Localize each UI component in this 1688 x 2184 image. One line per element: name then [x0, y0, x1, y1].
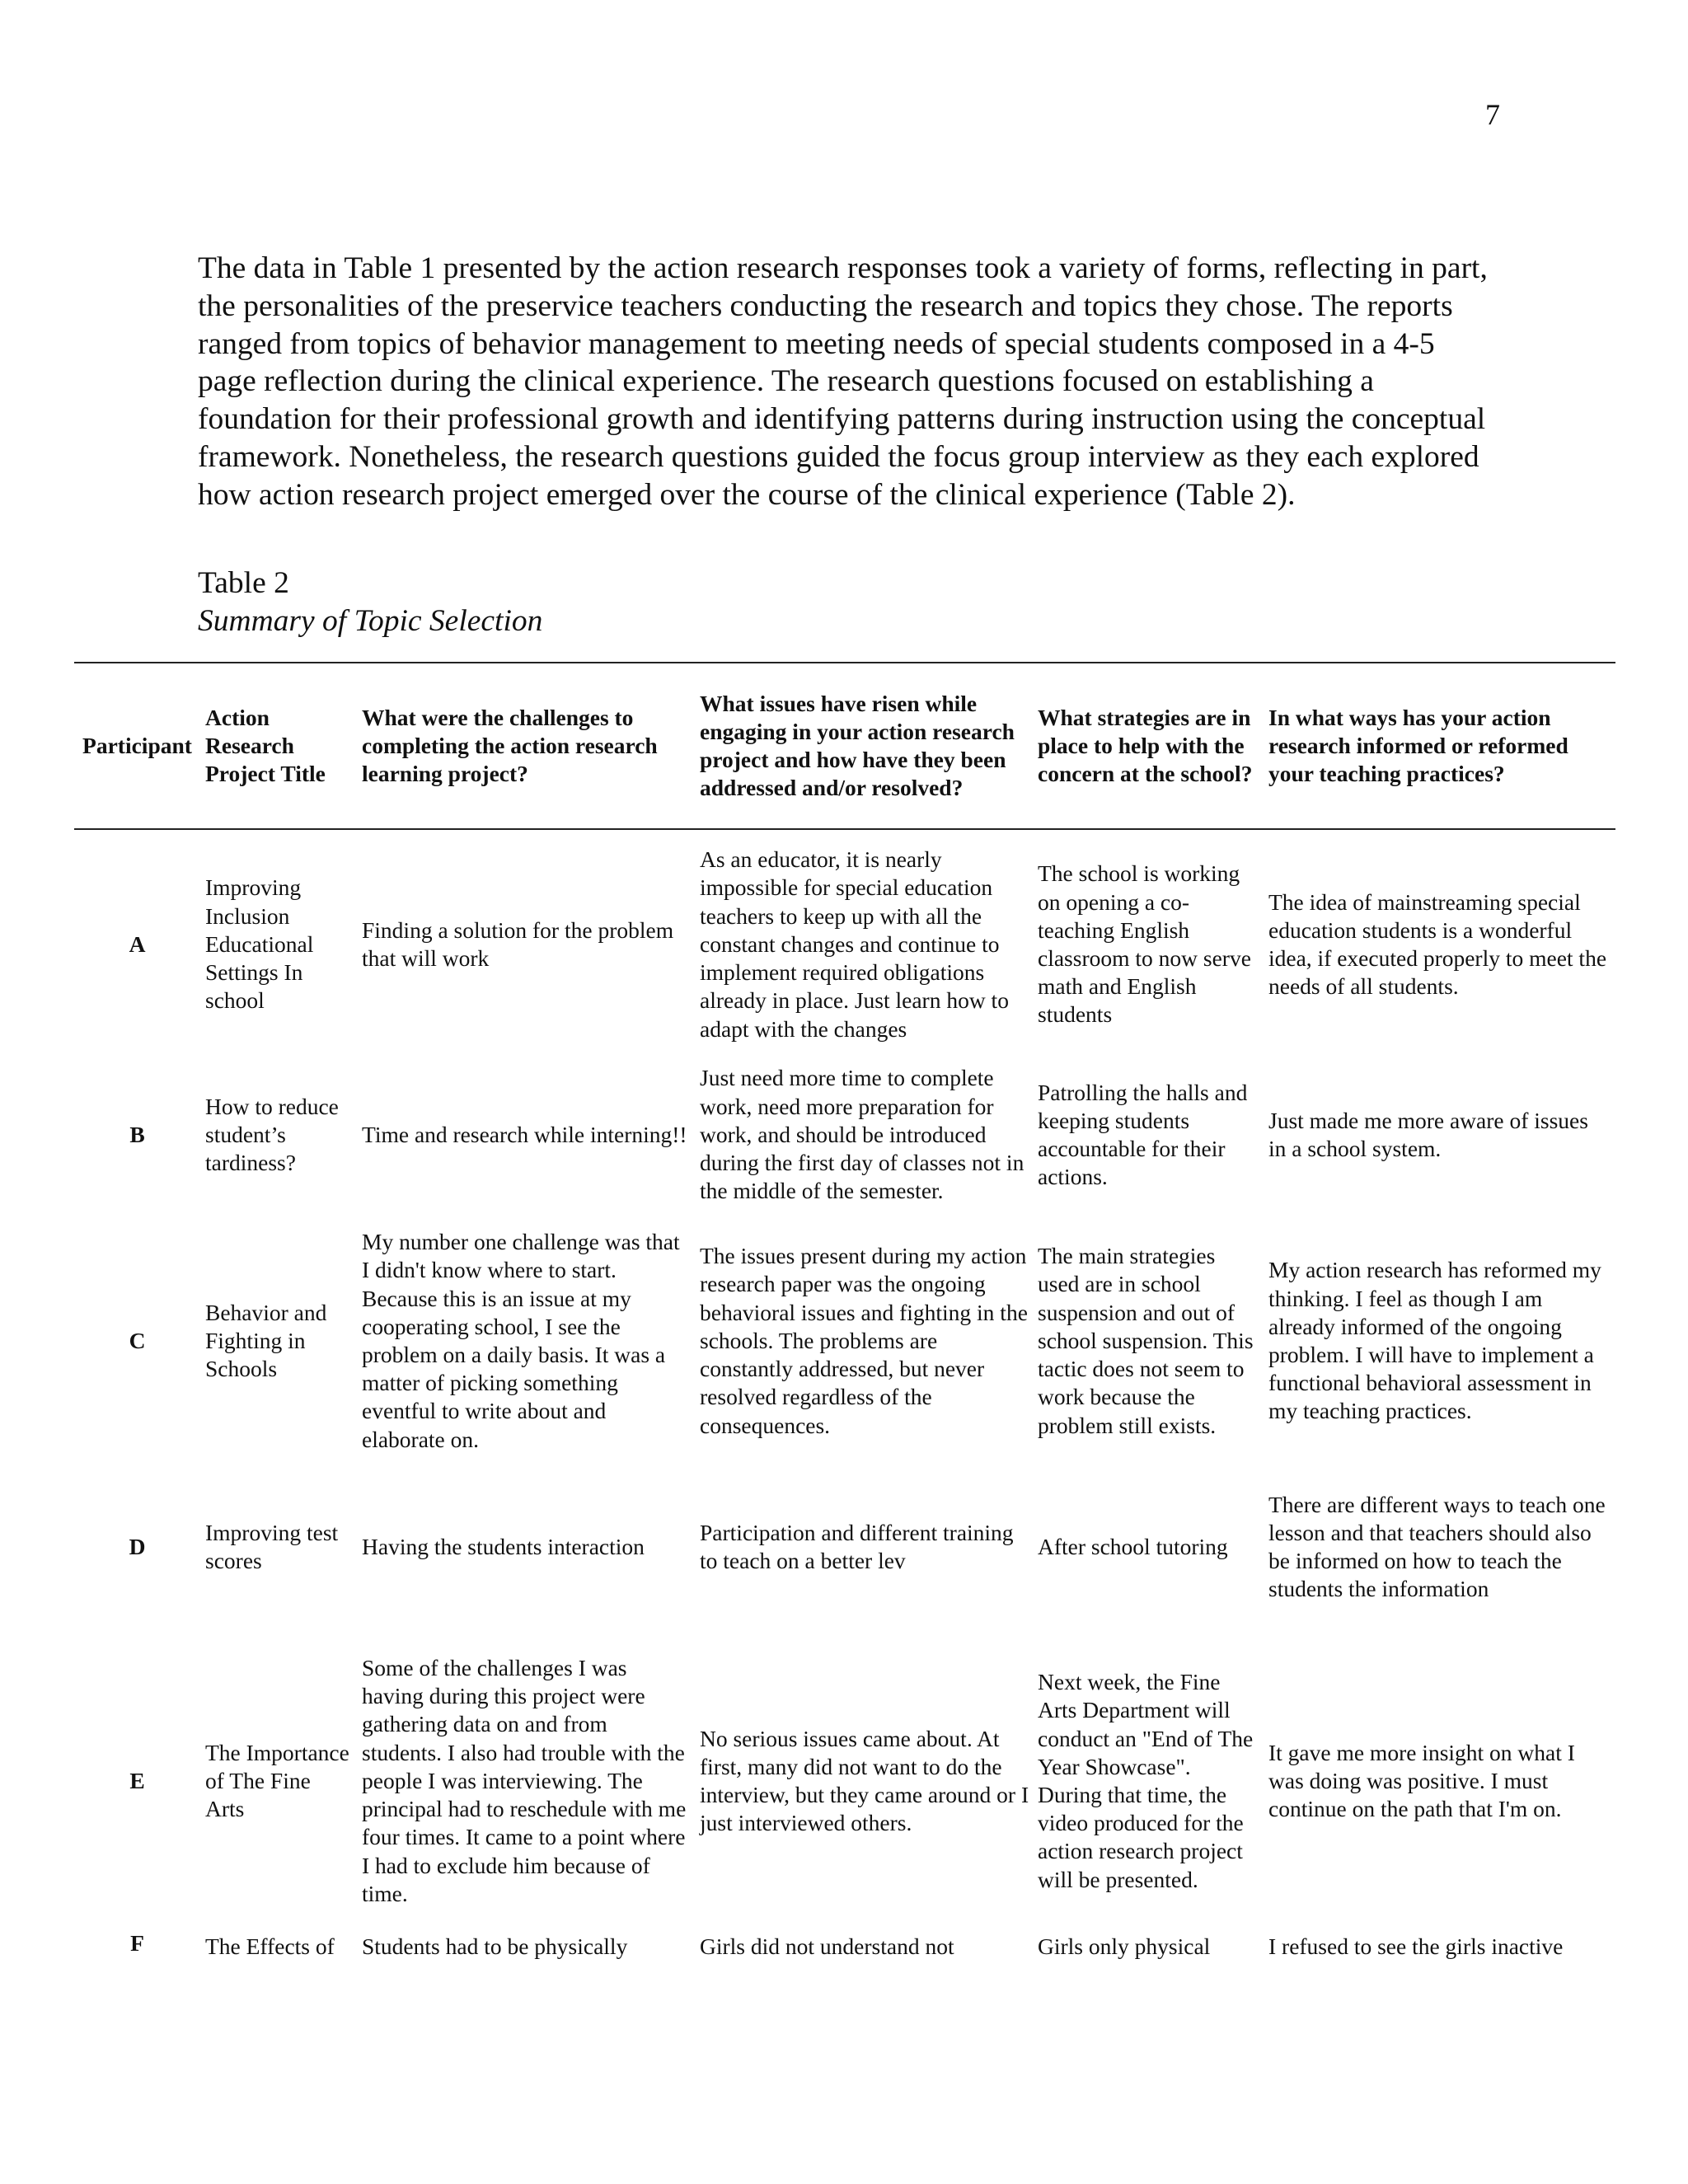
table-row	[74, 1465, 1615, 1629]
ways-cell: The idea of mainstreaming special education students is a wonderful idea, if executed properly to meet the needs of all students.	[1268, 888, 1607, 1000]
table-row	[74, 1933, 1615, 1982]
strategies-cell: Patrolling the halls and keeping students accountable for their actions.	[1038, 1079, 1248, 1190]
challenges-cell: Finding a solution for the problem that will work	[362, 916, 674, 971]
issues-cell: As an educator, it is nearly impossible for special education teachers to keep up with all the constant changes and continue to implement required obligations already in place. Just learn how to adapt with the changes	[700, 846, 1009, 1042]
participant-cell: F	[130, 1930, 144, 1956]
challenges-cell: Having the students interaction	[362, 1533, 645, 1559]
header-project-title: Action Research Project Title	[202, 663, 359, 829]
table-row	[74, 829, 1615, 1052]
issues-cell: Participation and different training to teach on a better lev	[700, 1519, 1014, 1573]
table-caption: Summary of Topic Selection	[198, 604, 543, 638]
ways-cell: I refused to see the girls inactive	[1268, 1933, 1564, 1959]
topic-selection-table	[74, 662, 1615, 1982]
header-issues: What issues have risen while engaging in your action research project and how have they been addressed and/or resolved?	[696, 663, 1034, 829]
title-cell: The Importance of The Fine Arts	[205, 1739, 349, 1822]
table-row	[74, 1629, 1615, 1933]
challenges-cell: Time and research while interning!!	[362, 1121, 687, 1147]
ways-cell: My action research has reformed my thinking. I feel as though I am already informed of the ongoing problem. I will have to implement a functional behavioral assessment in my teaching practices.	[1268, 1257, 1601, 1424]
challenges-cell: My number one challenge was that I didn't know where to start. Because this is an issue at my cooperating school, I see the problem on a daily basis. It was a matter of picking something eventful to write about and elaborate on.	[362, 1229, 680, 1452]
participant-cell: A	[129, 930, 146, 957]
issues-cell: Girls did not understand not	[700, 1933, 954, 1959]
strategies-cell: Girls only physical	[1038, 1933, 1211, 1959]
title-cell: How to reduce student’s tardiness?	[205, 1093, 339, 1176]
header-ways: In what ways has your action research informed or reformed your teaching practices?	[1265, 663, 1615, 829]
ways-cell: There are different ways to teach one lesson and that teachers should also be informed on how to teach the students the information	[1268, 1491, 1606, 1602]
table-row	[74, 1217, 1615, 1465]
header-participant: Participant	[74, 663, 202, 829]
title-cell: The Effects of	[205, 1933, 335, 1959]
table-row	[74, 1052, 1615, 1217]
table-header-row	[74, 663, 1615, 829]
issues-cell: No serious issues came about. At first, many did not want to do the interview, but they came around or I just interviewed others.	[700, 1725, 1029, 1836]
issues-cell: Just need more time to complete work, need more preparation for work, and should be introduced during the first day of classes not in the middle of the semester.	[700, 1065, 1025, 1204]
ways-cell: It gave me more insight on what I was doing was positive. I must continue on the path that I'm on.	[1268, 1739, 1575, 1822]
challenges-cell: Some of the challenges I was having during this project were gathering data on and from students. I also had trouble with the people I was interviewing. The principal had to reschedule with me four times. It came to a point where I had to exclude him because of time.	[362, 1655, 687, 1906]
body-paragraph: The data in Table 1 presented by the action research responses took a variety of forms, reflecting in part, the personalities of the preservice teachers conducting the research and topics they chose. The reports ranged from topics of behavior management to meeting needs of special students composed in a 4-5 page reflection during the clinical experience. The research questions focused on establishing a foundation for their professional growth and identifying patterns during instruction using the conceptual framework. Nonetheless, the research questions guided the focus group interview as they each explored how action research project emerged over the course of the clinical experience (Table 2).	[198, 251, 1488, 512]
issues-cell: The issues present during my action research paper was the ongoing behavioral issues and fighting in the schools. The problems are constantly addressed, but never resolved regardless of the consequences.	[700, 1243, 1028, 1438]
page-number: 7	[1485, 98, 1500, 131]
header-strategies: What strategies are in place to help with the concern at the school?	[1034, 663, 1265, 829]
strategies-cell: Next week, the Fine Arts Department will conduct an "End of The Year Showcase". During that time, the video produced for the action research project will be presented.	[1038, 1669, 1254, 1892]
participant-cell: D	[129, 1533, 146, 1559]
participant-cell: E	[129, 1767, 145, 1793]
table-label: Table 2	[198, 566, 289, 600]
header-challenges: What were the challenges to completing the action research learning project?	[359, 663, 696, 829]
strategies-cell: The school is working on opening a co-teaching English classroom to now serve math and English students	[1038, 860, 1251, 1028]
title-cell: Behavior and Fighting in Schools	[205, 1299, 327, 1382]
participant-cell: B	[129, 1121, 145, 1147]
title-cell: Improving test scores	[205, 1519, 339, 1573]
strategies-cell: After school tutoring	[1038, 1533, 1228, 1559]
ways-cell: Just made me more aware of issues in a school system.	[1268, 1107, 1588, 1161]
title-cell: Improving Inclusion Educational Settings In school	[205, 874, 314, 1014]
participant-cell: C	[129, 1327, 146, 1353]
challenges-cell: Students had to be physically	[362, 1933, 628, 1959]
strategies-cell: The main strategies used are in school suspension and out of school suspension. This tactic does not seem to work because the problem still exists.	[1038, 1243, 1254, 1438]
